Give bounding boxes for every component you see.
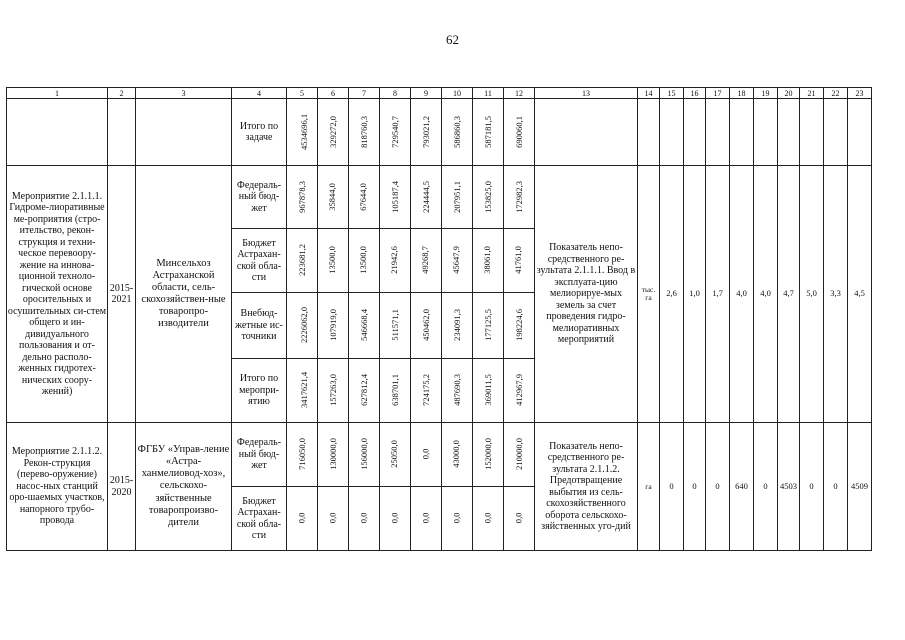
empty-cell [824,99,848,166]
indicator-value: 4509 [848,423,872,551]
value-cell [349,166,380,229]
indicator-value: 2,6 [660,166,684,423]
value-cell [380,359,411,423]
header-cell: 10 [442,88,473,99]
value-cell [287,423,318,487]
table-row [7,423,872,487]
value-text: 45647,9 [451,246,462,275]
empty-cell [660,99,684,166]
value-cell [442,293,473,359]
value-cell [411,487,442,551]
value-text: 3417621,4 [299,372,310,409]
value-cell [318,359,349,423]
value-text: 156000,0 [359,438,370,471]
value-cell [411,99,442,166]
value-cell [504,423,535,487]
value-text: 0,0 [513,513,524,524]
value-text: 21942,6 [389,246,400,275]
table-row [7,166,872,229]
empty-cell [136,99,232,166]
value-text: 0,0 [420,449,431,460]
value-cell [504,359,535,423]
event-name-cell: Мероприятие 2.1.1.1. Гидроме-лиоративные ме-роприятия (стро-ительство, рекон-струкция и техни-ческое перевоору-жение на иннова-ционной техноло-гической основе оросительных и осушительных си-стем общего и ин-дивидуального пользования и от-дельно располо-женных гидротех-нических соору-жений) [7,166,108,423]
indicator-value: 0 [660,423,684,551]
source-cell: Федераль-ный бюд-жет [232,166,287,229]
value-text: 107919,0 [328,309,339,342]
indicator-cell: Показатель непо-средственного ре-зультата 2.1.1.1. Ввод в эксплуата-цию мелиорируе-мых земель за счет проведения гидро-мелиоративных мероприятий [535,166,638,423]
header-cell: 19 [754,88,778,99]
header-cell: 14 [638,88,660,99]
value-text: 0,0 [482,513,493,524]
value-cell [318,293,349,359]
value-text: 41761,0 [513,246,524,275]
value-text: 0,0 [327,513,338,524]
value-cell [473,229,504,293]
value-text: 369011,5 [482,374,493,407]
header-cell: 4 [232,88,287,99]
indicator-value: 4,0 [730,166,754,423]
value-cell [504,293,535,359]
value-cell [287,293,318,359]
value-cell [473,359,504,423]
value-text: 329272,0 [328,115,339,148]
header-cell: 16 [684,88,706,99]
event-name-cell: Мероприятие 2.1.1.2. Рекон-струкция (перево-оружение) насос-ных станций оро-шаемых участков, напорного трубо-провода [7,423,108,551]
value-cell [287,166,318,229]
value-text: 587181,5 [483,115,494,148]
header-cell: 20 [778,88,800,99]
value-cell [349,359,380,423]
value-cell [411,293,442,359]
indicator-value: 5,0 [800,166,824,423]
empty-cell [684,99,706,166]
page-number: 62 [446,32,459,47]
value-cell [318,423,349,487]
header-cell: 2 [108,88,136,99]
value-cell [411,166,442,229]
value-text: 157263,0 [328,374,339,407]
source-cell: Итого по задаче [232,99,287,166]
value-text: 0,0 [420,513,431,524]
empty-cell [730,99,754,166]
value-cell [318,229,349,293]
value-cell [287,229,318,293]
header-row [7,88,872,99]
value-cell [442,423,473,487]
value-text: 0,0 [358,513,369,524]
value-text: 0,0 [296,513,307,524]
value-cell [318,99,349,166]
value-cell [442,359,473,423]
value-text: 207951,1 [452,180,463,213]
source-cell: Федераль-ный бюд-жет [232,423,287,487]
value-text: 224444,5 [421,180,432,213]
program-table [6,87,872,551]
indicator-value: 1,7 [706,166,730,423]
value-text: 586860,3 [452,115,463,148]
value-text: 487690,3 [452,374,463,407]
value-text: 4534696,1 [299,113,310,150]
value-cell [349,229,380,293]
value-cell [349,293,380,359]
value-text: 43000,0 [451,440,462,469]
value-cell [473,487,504,551]
value-cell [411,423,442,487]
header-cell: 21 [800,88,824,99]
indicator-value: 0 [684,423,706,551]
table-row-total [7,99,872,166]
indicator-value: 4,0 [754,166,778,423]
indicator-cell: Показатель непо-средственного ре-зультата 2.1.1.2. Предотвращение выбытия из сель-скохозяйственного оборота сельскохо-зяйственных уго-дий [535,423,638,551]
header-cell: 6 [318,88,349,99]
value-text: 153825,0 [483,180,494,213]
value-text: 0,0 [389,513,400,524]
source-cell: Бюджет Астрахан-ской обла-сти [232,487,287,551]
value-text: 234091,3 [452,309,463,342]
value-text: 130000,0 [328,438,339,471]
empty-cell [638,99,660,166]
empty-cell [706,99,730,166]
source-cell: Бюджет Астрахан-ской обла-сти [232,229,287,293]
value-cell [504,166,535,229]
value-cell [442,229,473,293]
value-text: 13500,0 [327,246,338,275]
value-text: 198224,6 [514,309,525,342]
indicator-value: 0 [824,423,848,551]
value-cell [380,423,411,487]
value-cell [473,99,504,166]
empty-cell [778,99,800,166]
value-cell [504,487,535,551]
value-cell [287,359,318,423]
value-cell [473,423,504,487]
value-cell [349,487,380,551]
value-text: 172982,3 [514,180,525,213]
indicator-value: 4,5 [848,166,872,423]
value-cell [380,229,411,293]
value-cell [442,99,473,166]
value-cell [411,229,442,293]
unit-cell: га [638,423,660,551]
value-text: 25050,0 [389,440,400,469]
indicator-value: 0 [800,423,824,551]
indicator-value: 4503 [778,423,800,551]
source-cell: Внебюд-жетные ис-точники [232,293,287,359]
value-text: 412967,9 [514,374,525,407]
value-text: 152000,0 [483,438,494,471]
period-cell: 2015-2020 [108,423,136,551]
indicator-value: 0 [754,423,778,551]
value-text: 67644,0 [358,183,369,211]
value-cell [411,359,442,423]
indicator-value: 0 [706,423,730,551]
indicator-value: 4,7 [778,166,800,423]
value-cell [504,99,535,166]
header-cell: 1 [7,88,108,99]
empty-cell [848,99,872,166]
value-cell [380,99,411,166]
header-cell: 23 [848,88,872,99]
value-text: 38061,0 [482,246,493,275]
value-cell [504,229,535,293]
empty-cell [754,99,778,166]
empty-cell [108,99,136,166]
header-cell: 11 [473,88,504,99]
executor-cell: ФГБУ «Управ-ление «Астра-ханмелиовод-хоз», сельскохо-зяйственные товаропроизво-дители [136,423,232,551]
value-cell [473,293,504,359]
unit-cell: тыс. га [638,166,660,423]
value-text: 793021,2 [421,115,432,148]
header-cell: 3 [136,88,232,99]
value-text: 716050,0 [297,438,308,471]
header-cell: 8 [380,88,411,99]
value-text: 49268,7 [420,246,431,275]
value-text: 511571,1 [389,309,400,342]
period-cell: 2015-2021 [108,166,136,423]
value-text: 450462,0 [421,309,432,342]
value-text: 546668,4 [359,309,370,342]
value-text: 13500,0 [358,246,369,275]
value-cell [442,487,473,551]
value-text: 638701,1 [390,374,401,407]
value-text: 818760,3 [359,115,370,148]
header-cell: 12 [504,88,535,99]
header-cell: 17 [706,88,730,99]
empty-cell [535,99,638,166]
value-cell [442,166,473,229]
value-cell [318,166,349,229]
value-text: 729540,7 [390,115,401,148]
value-text: 223681,2 [297,244,308,277]
value-text: 2226062,0 [299,307,310,344]
value-text: 724175,2 [421,374,432,407]
indicator-value: 1,0 [684,166,706,423]
value-cell [287,99,318,166]
value-cell [318,487,349,551]
header-cell: 15 [660,88,684,99]
value-cell [380,293,411,359]
value-text: 35844,0 [327,183,338,211]
indicator-value: 640 [730,423,754,551]
executor-cell: Минсельхоз Астраханской области, сель-скохозяйствен-ные товаропро-изводители [136,166,232,423]
value-cell [473,166,504,229]
empty-cell [7,99,108,166]
header-cell: 5 [287,88,318,99]
value-cell [287,487,318,551]
value-cell [380,487,411,551]
value-cell [349,99,380,166]
header-cell: 22 [824,88,848,99]
indicator-value: 3,3 [824,166,848,423]
value-cell [349,423,380,487]
header-cell: 7 [349,88,380,99]
value-text: 177125,5 [483,309,494,342]
header-cell: 13 [535,88,638,99]
empty-cell [800,99,824,166]
value-text: 627812,4 [359,374,370,407]
header-cell: 18 [730,88,754,99]
header-cell: 9 [411,88,442,99]
value-text: 967878,3 [297,180,308,213]
value-cell [380,166,411,229]
value-text: 690060,1 [514,115,525,148]
source-cell: Итого по меропри-ятию [232,359,287,423]
value-text: 0,0 [451,513,462,524]
value-text: 210000,0 [514,438,525,471]
value-text: 105187,4 [390,180,401,213]
